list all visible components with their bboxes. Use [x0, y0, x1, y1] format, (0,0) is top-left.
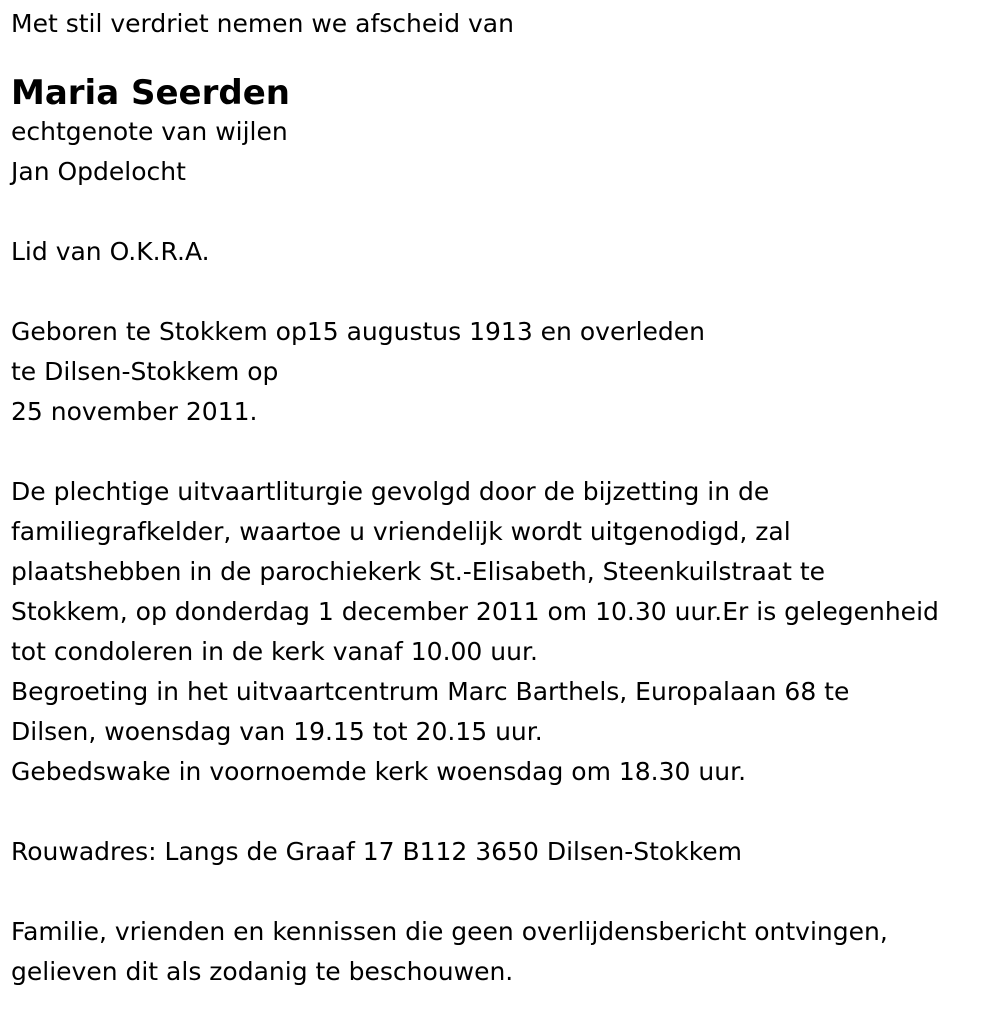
paragraph-line: Stokkem, op donderdag 1 december 2011 om 10.30 uur.Er is gelegenheid — [11, 597, 939, 626]
paragraph-line: De plechtige uitvaartliturgie gevolgd door de bijzetting in de — [11, 477, 770, 506]
spacer — [11, 872, 996, 912]
intro-text: Met stil verdriet nemen we afscheid van — [11, 9, 514, 38]
ceremony-paragraph — [11, 472, 996, 792]
birth-death-paragraph — [11, 312, 996, 432]
paragraph-line: Begroeting in het uitvaartcentrum Marc Barthels, Europalaan 68 te — [11, 677, 850, 706]
spacer — [11, 192, 996, 232]
paragraph-line: Dilsen, woensdag van 19.15 tot 20.15 uur. — [11, 717, 543, 746]
spacer — [11, 272, 996, 312]
death-notice — [11, 4, 996, 992]
paragraph-line: Familie, vrienden en kennissen die geen overlijdensbericht ontvingen, — [11, 917, 888, 946]
paragraph-line: 25 november 2011. — [11, 397, 258, 426]
membership-text: Lid van O.K.R.A. — [11, 237, 210, 266]
spouse-name: Jan Opdelocht — [11, 157, 186, 186]
paragraph-line: Gebedswake in voornoemde kerk woensdag om 18.30 uur. — [11, 757, 747, 786]
closing-paragraph — [11, 912, 996, 992]
spacer — [11, 792, 996, 832]
paragraph-line: Geboren te Stokkem op15 augustus 1913 en overleden — [11, 317, 706, 346]
mourning-address: Rouwadres: Langs de Graaf 17 B112 3650 Dilsen-Stokkem — [11, 837, 743, 866]
deceased-name: Maria Seerden — [11, 73, 290, 113]
spacer — [11, 432, 996, 472]
spouse-relation: echtgenote van wijlen — [11, 117, 288, 146]
paragraph-line: familiegrafkelder, waartoe u vriendelijk wordt uitgenodigd, zal — [11, 517, 791, 546]
paragraph-line: te Dilsen-Stokkem op — [11, 357, 279, 386]
paragraph-line: tot condoleren in de kerk vanaf 10.00 uur. — [11, 637, 538, 666]
paragraph-line: gelieven dit als zodanig te beschouwen. — [11, 957, 514, 986]
paragraph-line: plaatshebben in de parochiekerk St.-Elisabeth, Steenkuilstraat te — [11, 557, 826, 586]
